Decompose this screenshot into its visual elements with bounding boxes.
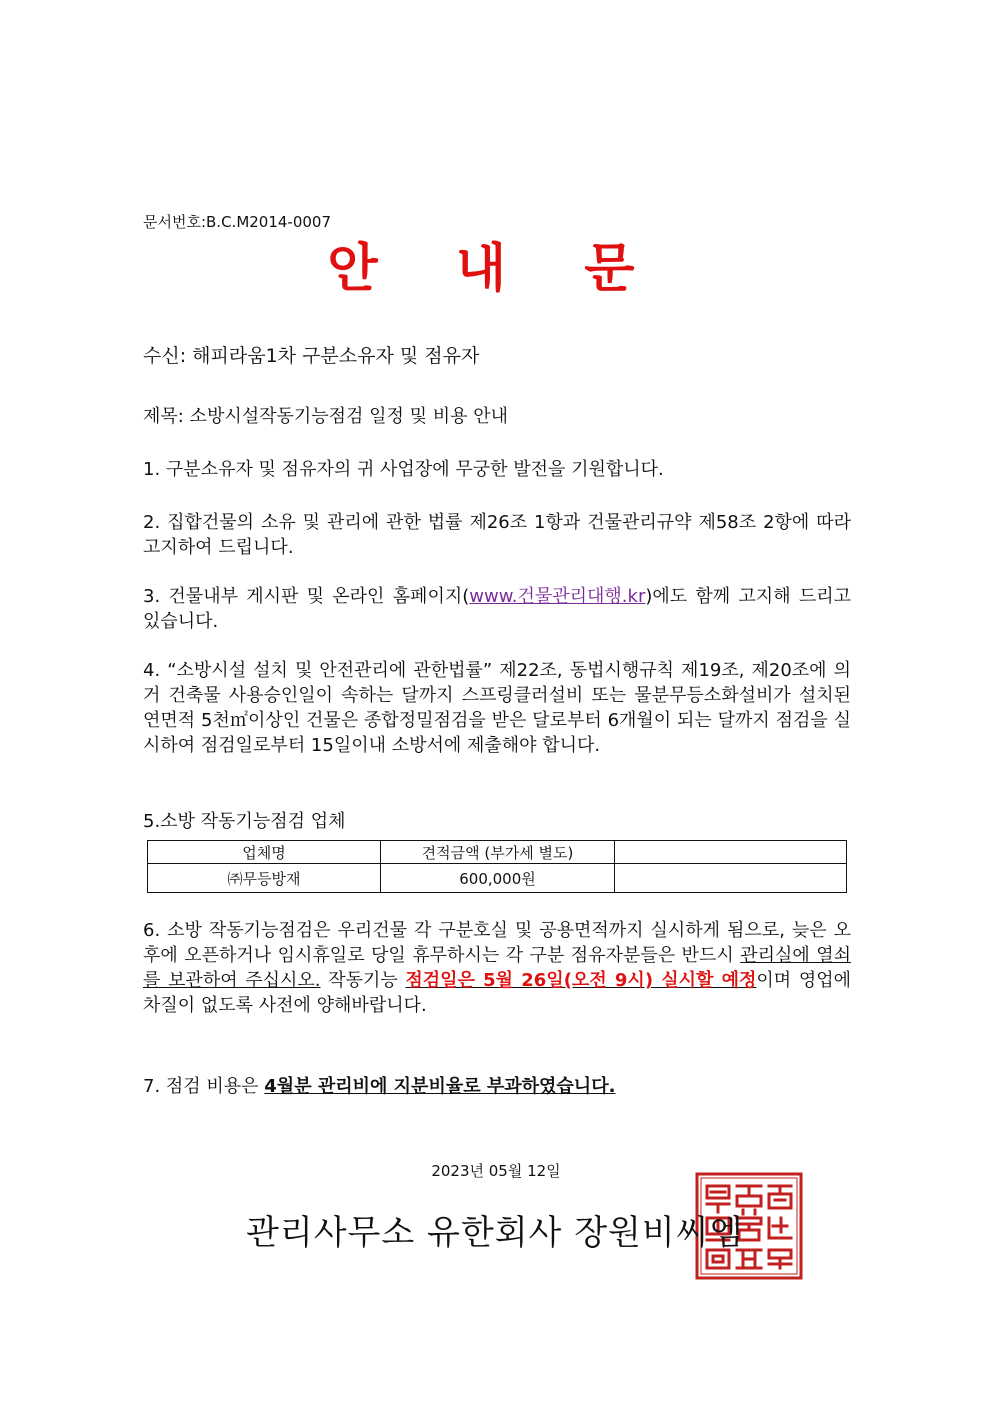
- document-title: 안 내 문: [327, 239, 665, 299]
- paragraph-3: [143, 584, 851, 634]
- table-cell: [615, 864, 847, 893]
- billing-notice: 4월분 관리비에 지분비율로 부과하였습니다.: [264, 1076, 616, 1097]
- table-header-cell: 업체명: [148, 841, 381, 864]
- paragraph-6-text-2: 작동기능: [320, 970, 406, 991]
- paragraph-2: 2. 집합건물의 소유 및 관리에 관한 법률 제26조 1항과 건물관리규약 제58조 2항에 따라 고지하여 드립니다.: [143, 512, 851, 558]
- homepage-link[interactable]: www.건물관리대행.kr: [469, 586, 646, 607]
- paragraph-1: 1. 구분소유자 및 점유자의 귀 사업장에 무궁한 발전을 기원합니다.: [143, 459, 664, 480]
- document-date: 2023년 05월 12일: [431, 1162, 561, 1180]
- table-header-row: [148, 841, 847, 864]
- paragraph-6-text-3: 이며 영업에 차질이 없도록 사전에 양해바랍니다.: [143, 970, 852, 1016]
- subject-line: 제목: 소방시설작동기능점검 일정 및 비용 안내: [143, 406, 509, 427]
- table-header-cell: 견적금액 (부가세 별도): [381, 841, 615, 864]
- table-cell: ㈜무등방재: [148, 864, 381, 893]
- table-cell: 600,000원: [381, 864, 615, 893]
- inspection-date-notice: 점검일은 5월 26일(오전 9시) 실시할 예정: [405, 970, 757, 991]
- paragraph-6-text-1: 6. 소방 작동기능점검은 우리건물 각 구분호실 및 공용면적까지 실시하게 됨으로, 늦은 오후에 오픈하거나 임시휴일로 당일 휴무하시는 각 구분 점유자분들은 반드시: [143, 920, 851, 966]
- key-storage-notice: 관리실에 열쇠를 보관하여 주십시오.: [143, 945, 851, 991]
- document-number: 문서번호:B.C.M2014-0007: [143, 213, 332, 231]
- recipient-line: 수신: 해피라움1차 구분소유자 및 점유자: [143, 345, 480, 367]
- section-5-title: 5.소방 작동기능점검 업체: [143, 811, 346, 832]
- paragraph-3-text-after: )에도 함께 고지해 드리고 있습니다.: [143, 586, 851, 632]
- paragraph-3-text-before: 3. 건물내부 게시판 및 온라인 홈페이지(: [143, 586, 470, 607]
- paragraph-6: [143, 918, 851, 1018]
- paragraph-7: [143, 1074, 851, 1099]
- signature-line: 관리사무소 유한회사 장원비씨엠: [246, 1213, 744, 1253]
- paragraph-7-text: 7. 점검 비용은: [143, 1076, 265, 1097]
- table-header-cell: [615, 841, 847, 864]
- vendor-table: [147, 840, 847, 893]
- table-row: [148, 864, 847, 893]
- paragraph-4: 4. “소방시설 설치 및 안전관리에 관한법률” 제22조, 동법시행규칙 제19조, 제20조에 의거 건축물 사용승인일이 속하는 달까지 스프링클러설비 또는 물분무등소화설비가 설치된 연면적 5천㎡이상인 건물은 종합정밀점검을 받은 달로부터 6개월이 되는 달까지 점검을 실시하여 점검일로부터 15일이내 소방서에 제출해야 합니다.: [143, 660, 851, 756]
